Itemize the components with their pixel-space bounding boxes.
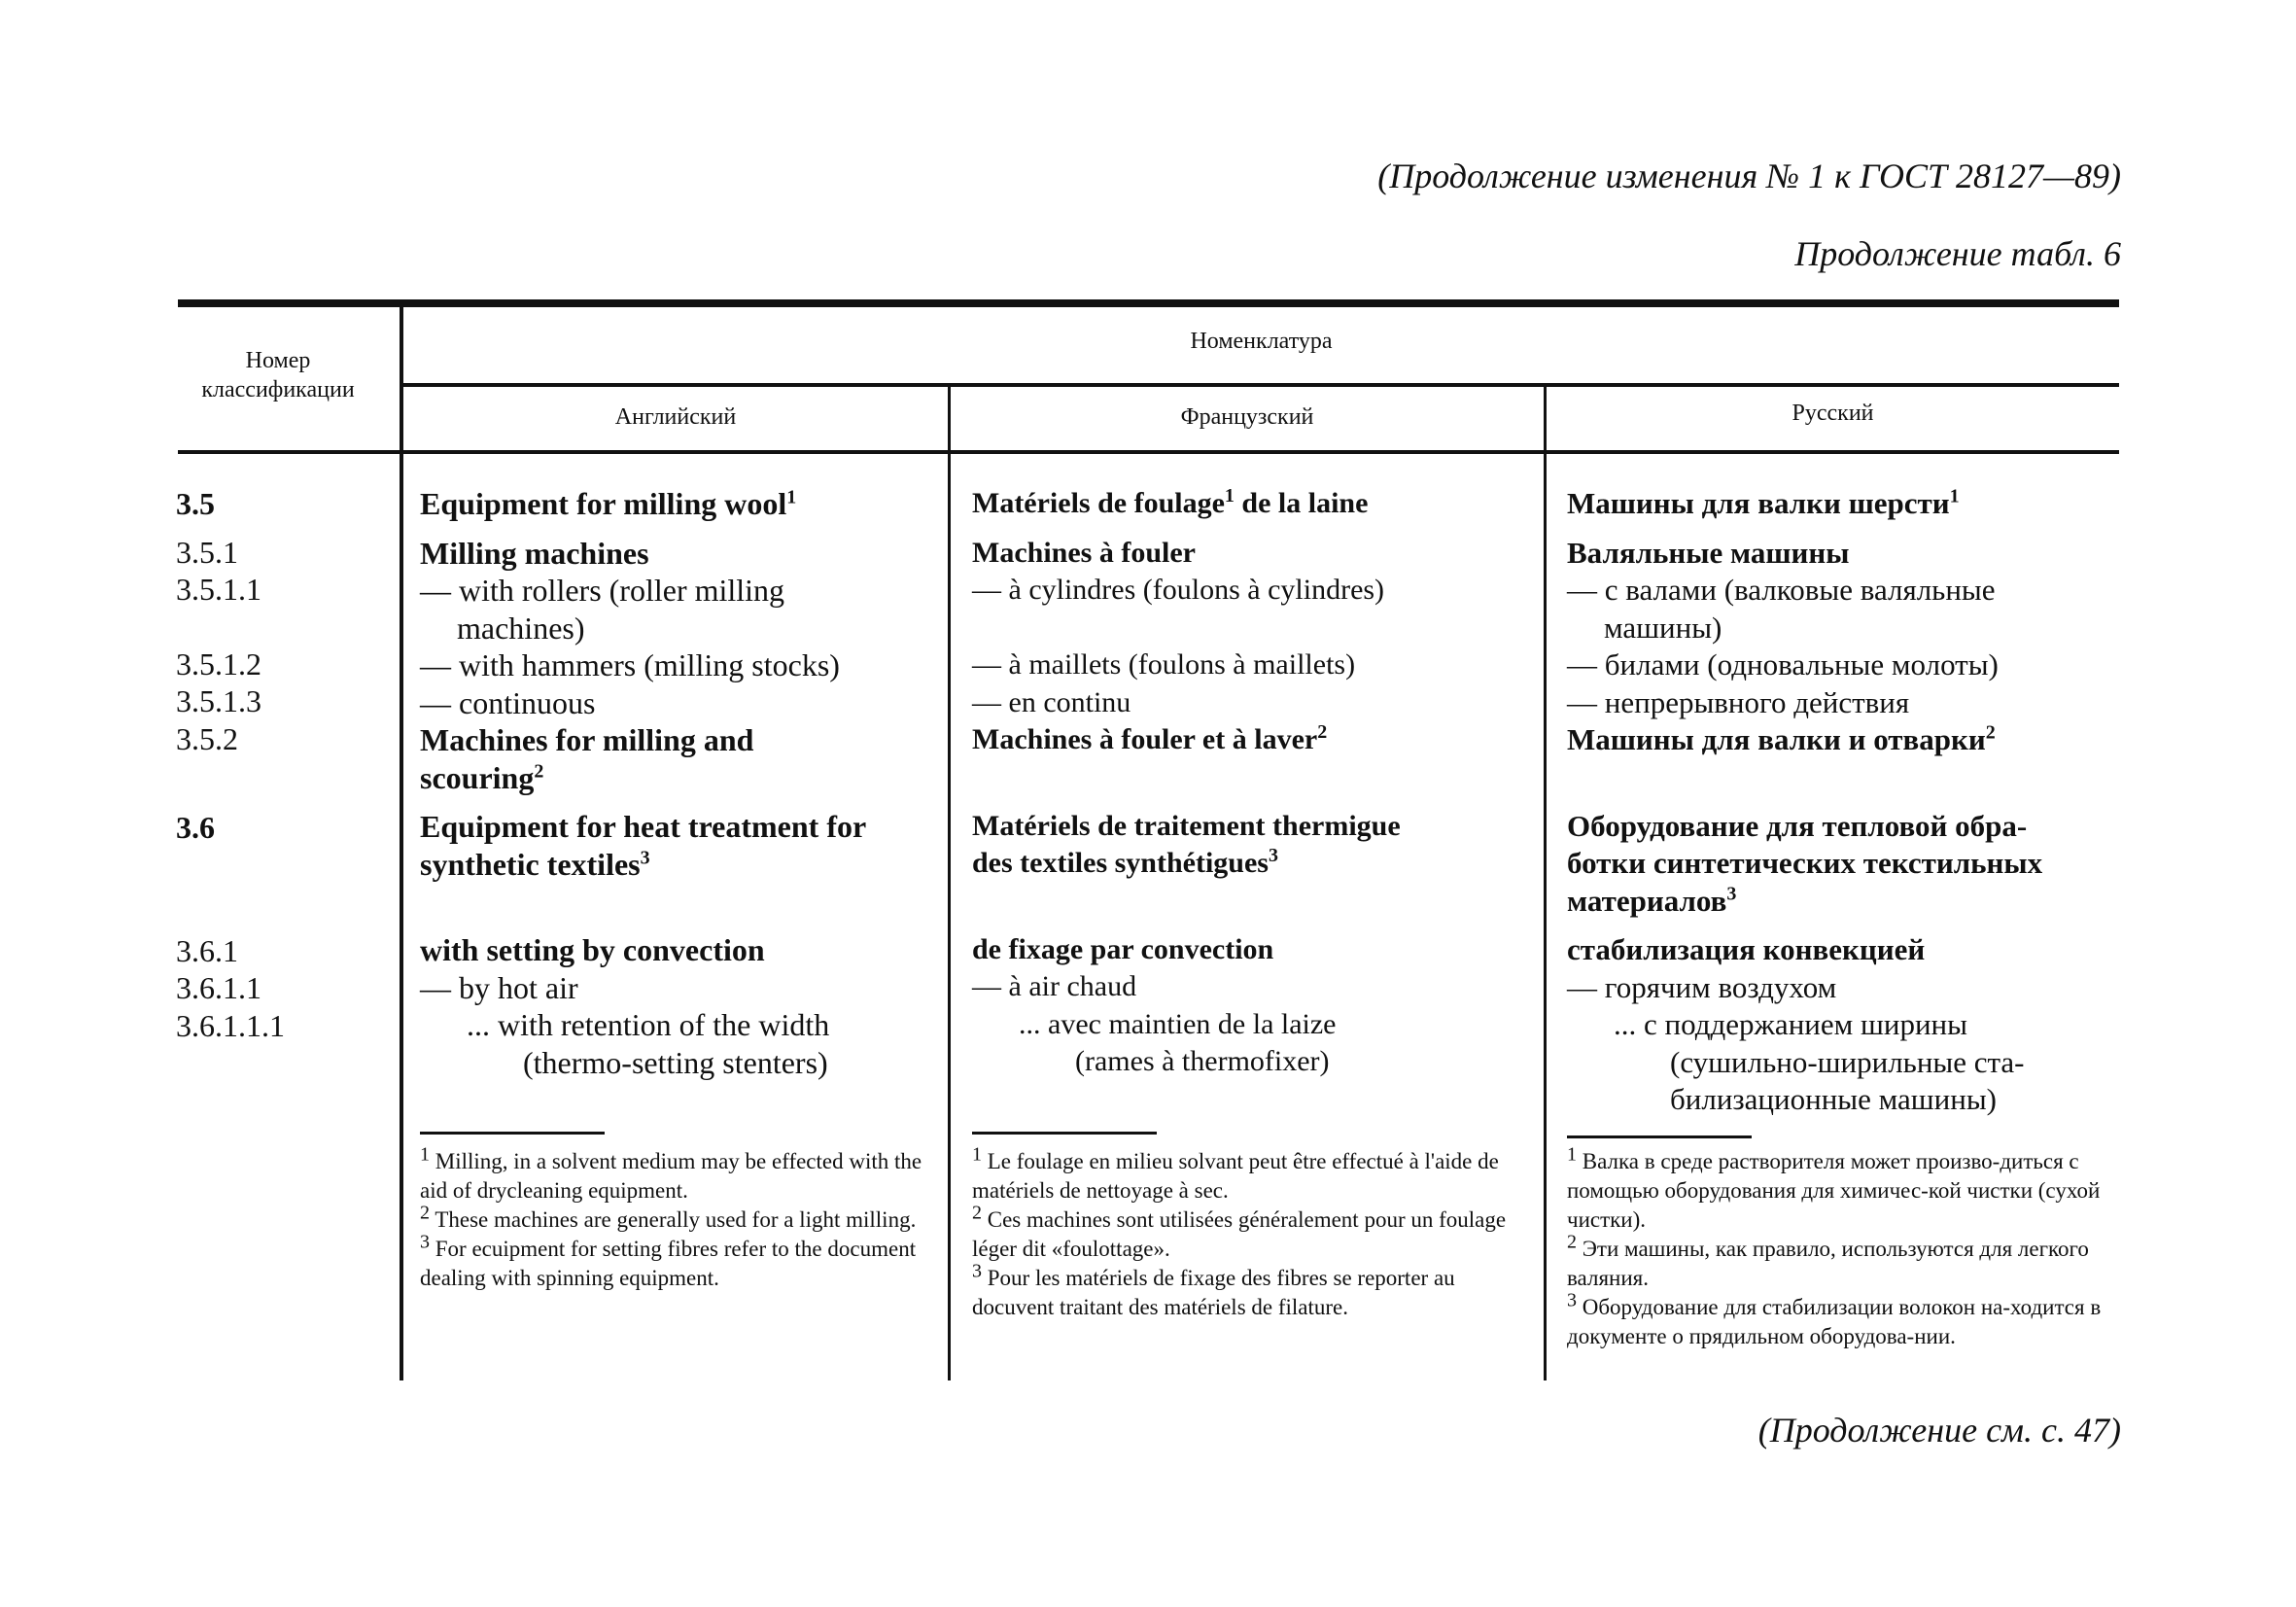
footnote: $^3$ For ecuipment for setting fibres refer to the document dealing with spinning equipment. [420,1231,917,1290]
french-term: Matériels de foulage$^1$ de la laine [972,485,1369,519]
footnote: $^3$ Pour les matériels de fixage des fibres se reporter au docuvent traitant des matériels de filature. [972,1260,1455,1319]
russian-term: Оборудование для тепловой обра- [1567,808,2028,843]
column-header-french: Французский [1180,404,1314,430]
english-term: — with rollers (roller milling [420,573,785,608]
english-term-cont: synthetic textiles$^3$ [420,846,650,882]
english-term-cont: machines) [457,610,585,646]
table-continuation-label: Продолжение табл. 6 [1794,234,2121,273]
english-term: — continuous [420,684,596,720]
footnotes-russian [1567,1143,2116,1351]
russian-term-cont: машины) [1604,610,1722,645]
russian-term: Машины для валки шерсти$^1$ [1567,485,1960,520]
row-number: 3.5.1 [176,535,238,570]
french-column [972,485,1541,1081]
column-header-english: Английский [614,404,737,430]
footnotes-french [972,1143,1521,1322]
row-number: 3.5.1.3 [176,683,261,718]
french-term: — en continu [972,685,1131,718]
russian-term-cont: (сушильно-ширильные ста- [1670,1044,2025,1079]
footnote-rule-english [420,1132,605,1135]
column-header-number: Номер классификации [201,348,355,402]
french-term: de fixage par convection [972,932,1274,965]
russian-term-cont: материалов$^3$ [1567,883,1737,918]
english-term: Equipment for milling wool$^1$ [420,486,797,521]
english-column [420,485,945,1081]
footnote: $^2$ These machines are generally used for a light milling. [420,1202,917,1232]
english-term: — with hammers (milling stocks) [420,647,840,682]
row-number: 3.5.2 [176,721,238,756]
french-term-cont: des textiles synthétigues$^3$ [972,845,1278,879]
french-term: Matériels de traitement thermigue [972,809,1401,842]
english-term-cont: scouring$^2$ [420,759,544,795]
french-term: ... avec maintien de la laize [1019,1007,1337,1040]
page-continuation-footer: (Продолжение см. с. 47) [1757,1411,2121,1450]
footnote: $^1$ Milling, in a solvent medium may be effected with the aid of drycleaning equipment. [420,1143,922,1203]
french-term-cont: (rames à thermofixer) [1075,1045,1330,1077]
footnotes-english [420,1143,935,1293]
english-term: Milling machines [420,535,649,571]
russian-term: Машины для валки и отварки$^2$ [1567,721,1996,756]
english-term: with setting by convection [420,932,765,967]
col-sep-2 [948,385,951,1380]
russian-term: стабилизация конвекцией [1567,932,1926,966]
row-number: 3.5 [176,486,215,521]
table-top-rule [178,299,2119,307]
row-number: 3.5.1.1 [176,572,261,607]
col-sep-1 [400,301,403,1380]
row-number: 3.6 [176,810,215,845]
english-term: — by hot air [420,969,578,1005]
nomenclature-divider [401,383,2119,387]
french-term: — à cylindres (foulons à cylindres) [972,574,1385,606]
russian-term: — горячим воздухом [1567,969,1837,1004]
french-term: Machines à fouler et à laver$^2$ [972,721,1328,755]
row-number: 3.6.1.1.1 [176,1008,285,1043]
footnote: $^3$ Оборудование для стабилизации волокон на-ходится в документе о прядильном оборудова-нии. [1567,1289,2102,1348]
french-term: — à maillets (foulons à maillets) [972,648,1356,681]
row-number: 3.6.1 [176,933,238,968]
footnote: $^2$ Ces machines sont utilisées généralement pour un foulage léger dit «foulottage». [972,1202,1507,1261]
english-term-cont: (thermo-setting stenters) [523,1044,828,1080]
french-term: Machines à fouler [972,536,1196,569]
russian-term: Валяльные машины [1567,535,1850,570]
row-number: 3.5.1.2 [176,646,261,681]
russian-term: — непрерывного действия [1567,684,1910,719]
english-term: Equipment for heat treatment for [420,809,867,844]
col-sep-3 [1544,385,1547,1380]
footnote: $^1$ Le foulage en milieu solvant peut être effectué à l'aide de matériels de nettoyage à sec. [972,1143,1499,1203]
english-term: Machines for milling and [420,722,754,757]
russian-term: ... с поддержанием ширины [1614,1007,1967,1041]
french-term: — à air chaud [972,970,1137,1002]
column-header-nomenclature: Номенклатура [1190,329,1333,354]
russian-term: — билами (одновальные молоты) [1567,647,1999,681]
header-bottom-rule [178,450,2119,454]
footnote-rule-russian [1567,1135,1752,1138]
russian-term: — с валами (валковые валяльные [1567,573,1996,607]
russian-column [1567,485,2116,1119]
row-number: 3.6.1.1 [176,970,261,1005]
english-term: ... with retention of the width [467,1007,830,1042]
footnote-rule-french [972,1132,1157,1135]
russian-term-cont: билизационные машины) [1670,1082,1997,1116]
footnote: $^2$ Эти машины, как правило, используются для легкого валяния. [1567,1231,2089,1290]
russian-term-cont: ботки синтетических текстильных [1567,846,2043,880]
column-header-russian: Русский [1792,401,1874,426]
continuation-header: (Продолжение изменения № 1 к ГОСТ 28127—89) [1377,157,2121,195]
footnote: $^1$ Валка в среде растворителя может произво-диться с помощью оборудования для химичес-кой чистки (сухой чистки). [1567,1143,2101,1232]
